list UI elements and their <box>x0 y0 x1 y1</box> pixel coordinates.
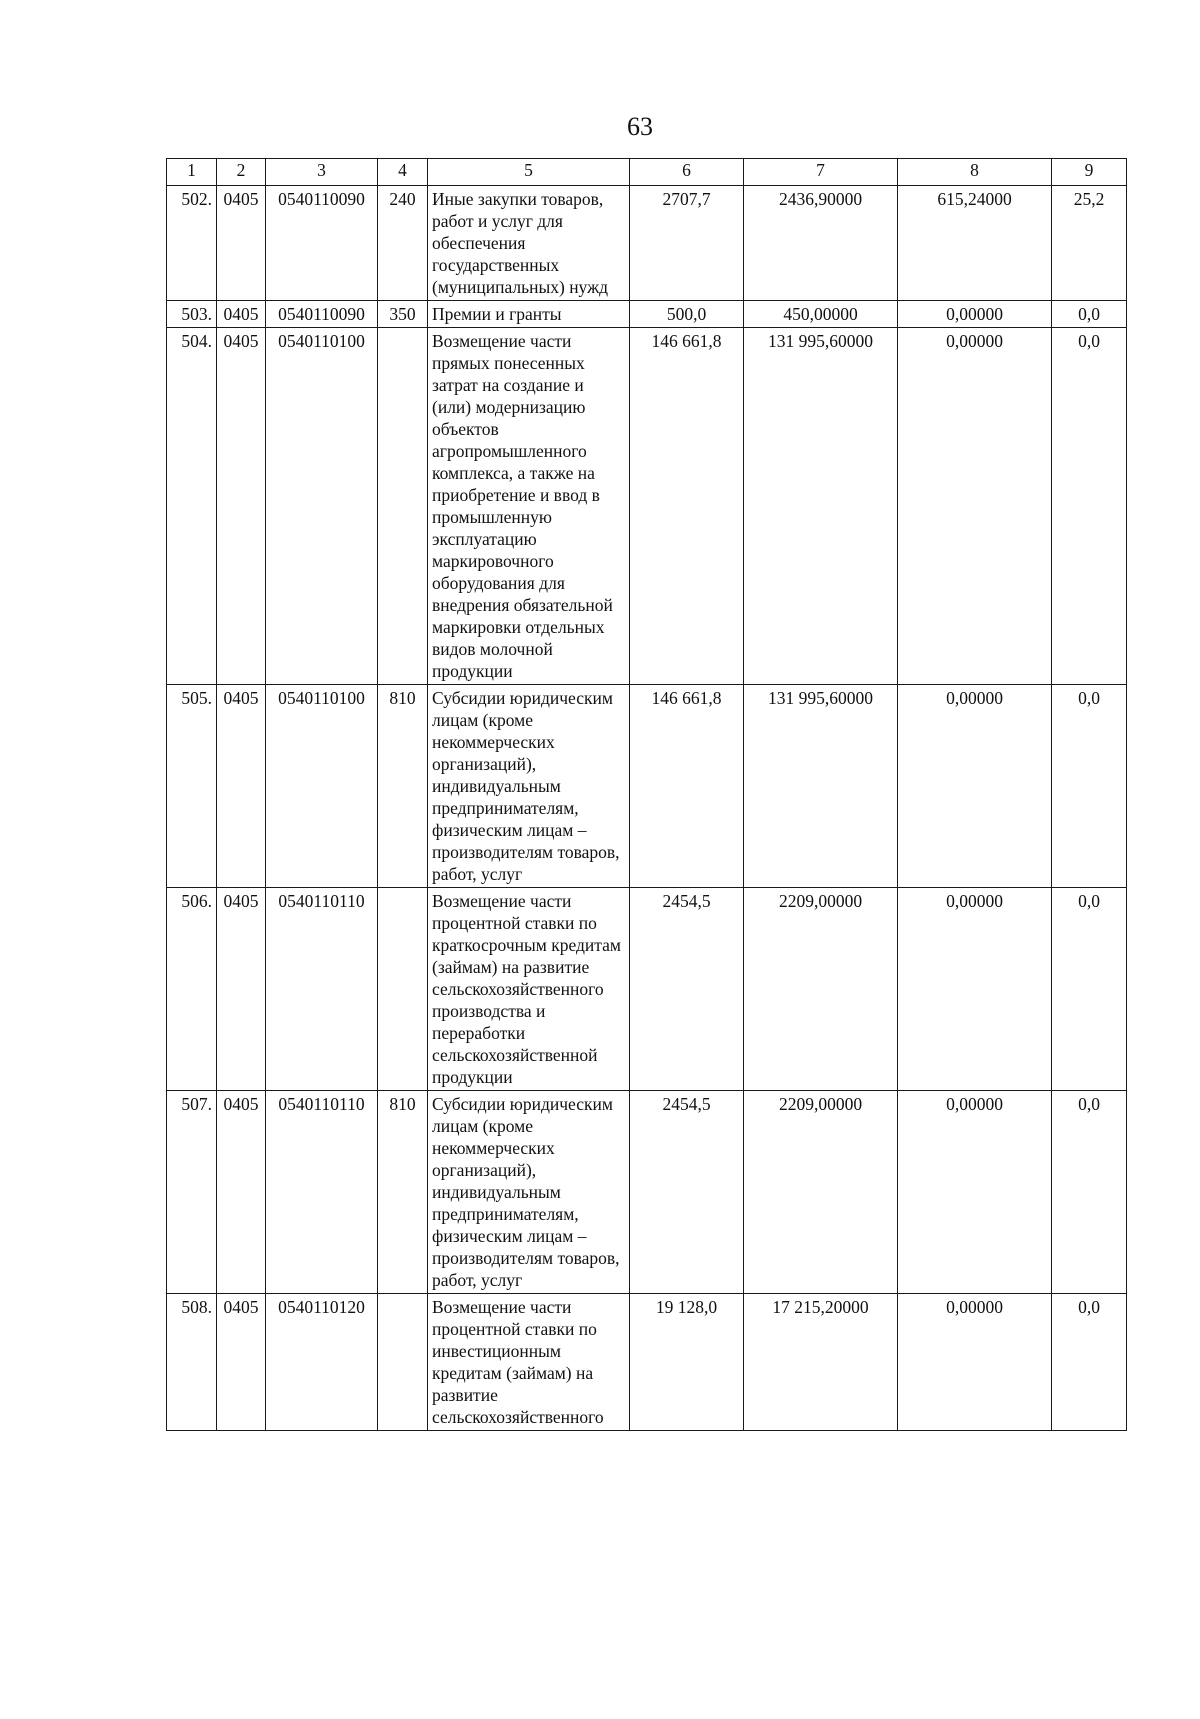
value-col6: 146 661,8 <box>630 328 744 685</box>
value-col6: 500,0 <box>630 301 744 328</box>
value-col9: 0,0 <box>1052 1091 1127 1294</box>
value-col8: 0,00000 <box>898 328 1052 685</box>
value-col8: 615,24000 <box>898 186 1052 301</box>
table-row <box>167 1294 1127 1431</box>
item-name: Иные закупки товаров, работ и услуг для обеспечения государственных (муниципальных) нужд <box>428 186 630 301</box>
item-name: Возмещение части процентной ставки по инвестиционным кредитам (займам) на развитие сельскохозяйственного <box>428 1294 630 1431</box>
item-name: Субсидии юридическим лицам (кроме некоммерческих организаций), индивидуальным предпринимателям, физическим лицам – производителям товаров, работ, услуг <box>428 685 630 888</box>
value-col6: 146 661,8 <box>630 685 744 888</box>
expense-code: 810 <box>378 1091 428 1294</box>
value-col6: 2454,5 <box>630 888 744 1091</box>
value-col7: 131 995,60000 <box>744 685 898 888</box>
header-row <box>167 159 1127 186</box>
target-code: 0540110120 <box>266 1294 378 1431</box>
row-number: 505. <box>167 685 217 888</box>
value-col6: 2454,5 <box>630 1091 744 1294</box>
row-number: 502. <box>167 186 217 301</box>
value-col9: 25,2 <box>1052 186 1127 301</box>
column-header-5: 5 <box>428 159 630 186</box>
table-row <box>167 301 1127 328</box>
value-col9: 0,0 <box>1052 685 1127 888</box>
value-col9: 0,0 <box>1052 1294 1127 1431</box>
value-col7: 2209,00000 <box>744 888 898 1091</box>
section-code: 0405 <box>217 328 266 685</box>
value-col7: 2209,00000 <box>744 1091 898 1294</box>
value-col8: 0,00000 <box>898 685 1052 888</box>
value-col6: 2707,7 <box>630 186 744 301</box>
column-header-2: 2 <box>217 159 266 186</box>
expense-code: 240 <box>378 186 428 301</box>
row-number: 506. <box>167 888 217 1091</box>
value-col7: 17 215,20000 <box>744 1294 898 1431</box>
column-header-3: 3 <box>266 159 378 186</box>
column-header-4: 4 <box>378 159 428 186</box>
expense-code: 350 <box>378 301 428 328</box>
column-header-1: 1 <box>167 159 217 186</box>
value-col8: 0,00000 <box>898 1294 1052 1431</box>
target-code: 0540110090 <box>266 301 378 328</box>
target-code: 0540110110 <box>266 1091 378 1294</box>
value-col9: 0,0 <box>1052 328 1127 685</box>
table-row <box>167 328 1127 685</box>
row-number: 508. <box>167 1294 217 1431</box>
value-col7: 2436,90000 <box>744 186 898 301</box>
section-code: 0405 <box>217 1091 266 1294</box>
value-col7: 450,00000 <box>744 301 898 328</box>
target-code: 0540110110 <box>266 888 378 1091</box>
section-code: 0405 <box>217 186 266 301</box>
target-code: 0540110100 <box>266 328 378 685</box>
value-col8: 0,00000 <box>898 888 1052 1091</box>
value-col7: 131 995,60000 <box>744 328 898 685</box>
column-header-8: 8 <box>898 159 1052 186</box>
section-code: 0405 <box>217 301 266 328</box>
target-code: 0540110100 <box>266 685 378 888</box>
expense-code <box>378 888 428 1091</box>
table-row <box>167 1091 1127 1294</box>
row-number: 504. <box>167 328 217 685</box>
table-row <box>167 186 1127 301</box>
value-col8: 0,00000 <box>898 1091 1052 1294</box>
section-code: 0405 <box>217 685 266 888</box>
page-number: 63 <box>627 112 653 141</box>
item-name: Возмещение части прямых понесенных затрат на создание и (или) модернизацию объектов агропромышленного комплекса, а также на приобретение и ввод в промышленную эксплуатацию маркировочного оборудования для внедрения обязательной маркировки отдельных видов молочной продукции <box>428 328 630 685</box>
item-name: Возмещение части процентной ставки по краткосрочным кредитам (займам) на развитие сельскохозяйственного производства и переработки сельскохозяйственной продукции <box>428 888 630 1091</box>
value-col9: 0,0 <box>1052 888 1127 1091</box>
table-row <box>167 888 1127 1091</box>
table-row <box>167 685 1127 888</box>
value-col8: 0,00000 <box>898 301 1052 328</box>
target-code: 0540110090 <box>266 186 378 301</box>
row-number: 507. <box>167 1091 217 1294</box>
row-number: 503. <box>167 301 217 328</box>
column-header-6: 6 <box>630 159 744 186</box>
section-code: 0405 <box>217 1294 266 1431</box>
expense-code <box>378 328 428 685</box>
expense-code <box>378 1294 428 1431</box>
value-col6: 19 128,0 <box>630 1294 744 1431</box>
column-header-9: 9 <box>1052 159 1127 186</box>
item-name: Субсидии юридическим лицам (кроме некоммерческих организаций), индивидуальным предпринимателям, физическим лицам – производителям товаров, работ, услуг <box>428 1091 630 1294</box>
expense-code: 810 <box>378 685 428 888</box>
budget-table <box>166 158 1127 1431</box>
item-name: Премии и гранты <box>428 301 630 328</box>
value-col9: 0,0 <box>1052 301 1127 328</box>
column-header-7: 7 <box>744 159 898 186</box>
section-code: 0405 <box>217 888 266 1091</box>
